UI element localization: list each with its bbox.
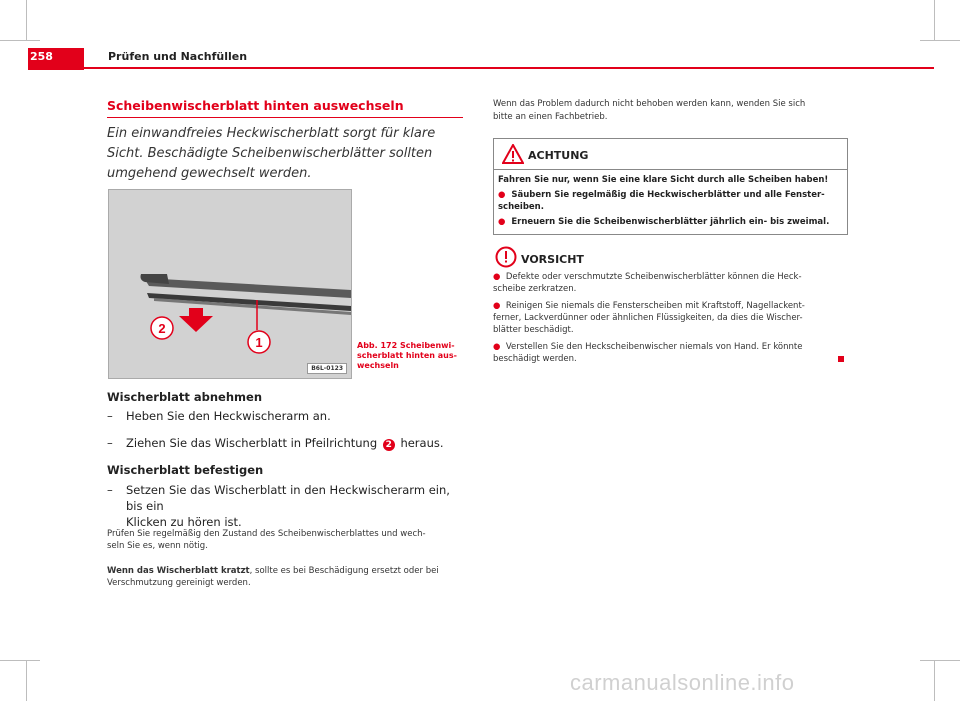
warning-title: ACHTUNG <box>528 149 589 162</box>
remove-step-1 <box>107 408 462 426</box>
bullet: ● <box>498 190 506 200</box>
header-rule <box>84 67 934 69</box>
note-2 <box>107 565 462 589</box>
figure-caption <box>357 341 457 371</box>
caution-icon <box>495 246 517 268</box>
intro-line: Wenn das Problem dadurch nicht behoben werden kann, wenden Sie sich <box>493 99 806 109</box>
attach-heading: Wischerblatt befestigen <box>107 463 264 477</box>
page-number: 258 <box>30 50 53 63</box>
step-text-line: Setzen Sie das Wischerblatt in den Heckwischerarm ein, bis ein <box>126 483 450 513</box>
caution-item: beschädigt werden. <box>493 354 577 364</box>
step-text <box>126 482 466 530</box>
step-text-line: Klicken zu hören ist. <box>126 515 242 529</box>
section-title: Scheibenwischerblatt hinten auswechseln <box>107 98 404 113</box>
step-text <box>126 435 444 451</box>
note-line: Verschmutzung gereinigt werden. <box>107 578 251 588</box>
remove-heading: Wischerblatt abnehmen <box>107 390 263 404</box>
crop-mark <box>26 0 27 40</box>
step-dash: – <box>107 483 113 497</box>
warning-triangle-icon <box>502 144 524 164</box>
caution-item: ferner, Lackverdünner oder ähnlichen Flüssigkeiten, da dies die Wischer- <box>493 313 803 323</box>
step-text: Heben Sie den Heckwischerarm an. <box>126 409 331 423</box>
caption-line: scherblatt hinten aus- <box>357 351 457 360</box>
intro-text: Ein einwandfreies Heckwischerblatt sorgt für klare Sicht. Beschädigte Scheibenwischerblätter sollten umgehend gewechselt werden. <box>107 126 436 181</box>
step-dash: – <box>107 409 113 423</box>
wiper-illustration <box>109 190 351 378</box>
crop-mark <box>26 660 27 701</box>
caution-title: VORSICHT <box>521 253 584 266</box>
caution-item: Verstellen Sie den Heckscheibenwischer niemals von Hand. Er könnte <box>505 342 803 352</box>
callout-2: 2 <box>158 321 166 336</box>
warning-body <box>498 174 843 228</box>
step-dash: – <box>107 436 113 450</box>
bullet: ● <box>493 301 501 311</box>
step-text-part: heraus. <box>400 436 444 450</box>
warning-box <box>493 138 848 235</box>
right-intro <box>493 98 843 124</box>
caution-item: Reinigen Sie niemals die Fensterscheiben mit Kraftstoff, Nagellackent- <box>505 301 805 311</box>
note-line: seln Sie es, wenn nötig. <box>107 541 208 551</box>
crop-mark <box>920 660 960 661</box>
attach-step <box>107 482 467 529</box>
caution-item: blätter beschädigt. <box>493 325 574 335</box>
section-end-mark <box>838 356 844 362</box>
callout-1: 1 <box>255 335 263 350</box>
crop-mark <box>0 40 40 41</box>
warning-lead: Fahren Sie nur, wenn Sie eine klare Sicht durch alle Scheiben haben! <box>498 175 829 185</box>
caption-line: Abb. 172 Scheibenwi- <box>357 341 455 350</box>
callout-badge: 2 <box>383 439 395 451</box>
warning-item: Erneuern Sie die Scheibenwischerblätter jährlich ein- bis zweimal. <box>511 217 830 227</box>
note-line: Prüfen Sie regelmäßig den Zustand des Scheibenwischerblattes und wech- <box>107 529 426 539</box>
watermark: carmanualsonline.info <box>570 670 795 695</box>
figure-code: B6L-0123 <box>307 363 347 374</box>
header-title: Prüfen und Nachfüllen <box>108 50 248 63</box>
step-text-part: Ziehen Sie das Wischerblatt in Pfeilrichtung <box>126 436 378 450</box>
warning-header <box>494 139 847 170</box>
caution-item: scheibe zerkratzen. <box>493 284 577 294</box>
remove-step-2 <box>107 435 462 453</box>
bullet: ● <box>498 217 506 227</box>
note-bold: Wenn das Wischerblatt kratzt <box>107 566 250 576</box>
note-1 <box>107 528 462 552</box>
crop-mark <box>934 0 935 40</box>
section-rule <box>107 117 463 118</box>
wiper-figure <box>108 189 352 379</box>
warning-item: scheiben. <box>498 202 544 212</box>
caption-line: wechseln <box>357 361 399 370</box>
intro-line: bitte an einen Fachbetrieb. <box>493 112 608 122</box>
crop-mark <box>0 660 40 661</box>
crop-mark <box>934 660 935 701</box>
warning-item: Säubern Sie regelmäßig die Heckwischerblätter und alle Fenster- <box>511 190 825 200</box>
bullet: ● <box>493 272 501 282</box>
caution-item: Defekte oder verschmutzte Scheibenwischerblätter können die Heck- <box>505 272 802 282</box>
note-line: , sollte es bei Beschädigung ersetzt oder bei <box>249 566 439 576</box>
crop-mark <box>920 40 960 41</box>
caution-body <box>493 271 843 365</box>
bullet: ● <box>493 342 501 352</box>
